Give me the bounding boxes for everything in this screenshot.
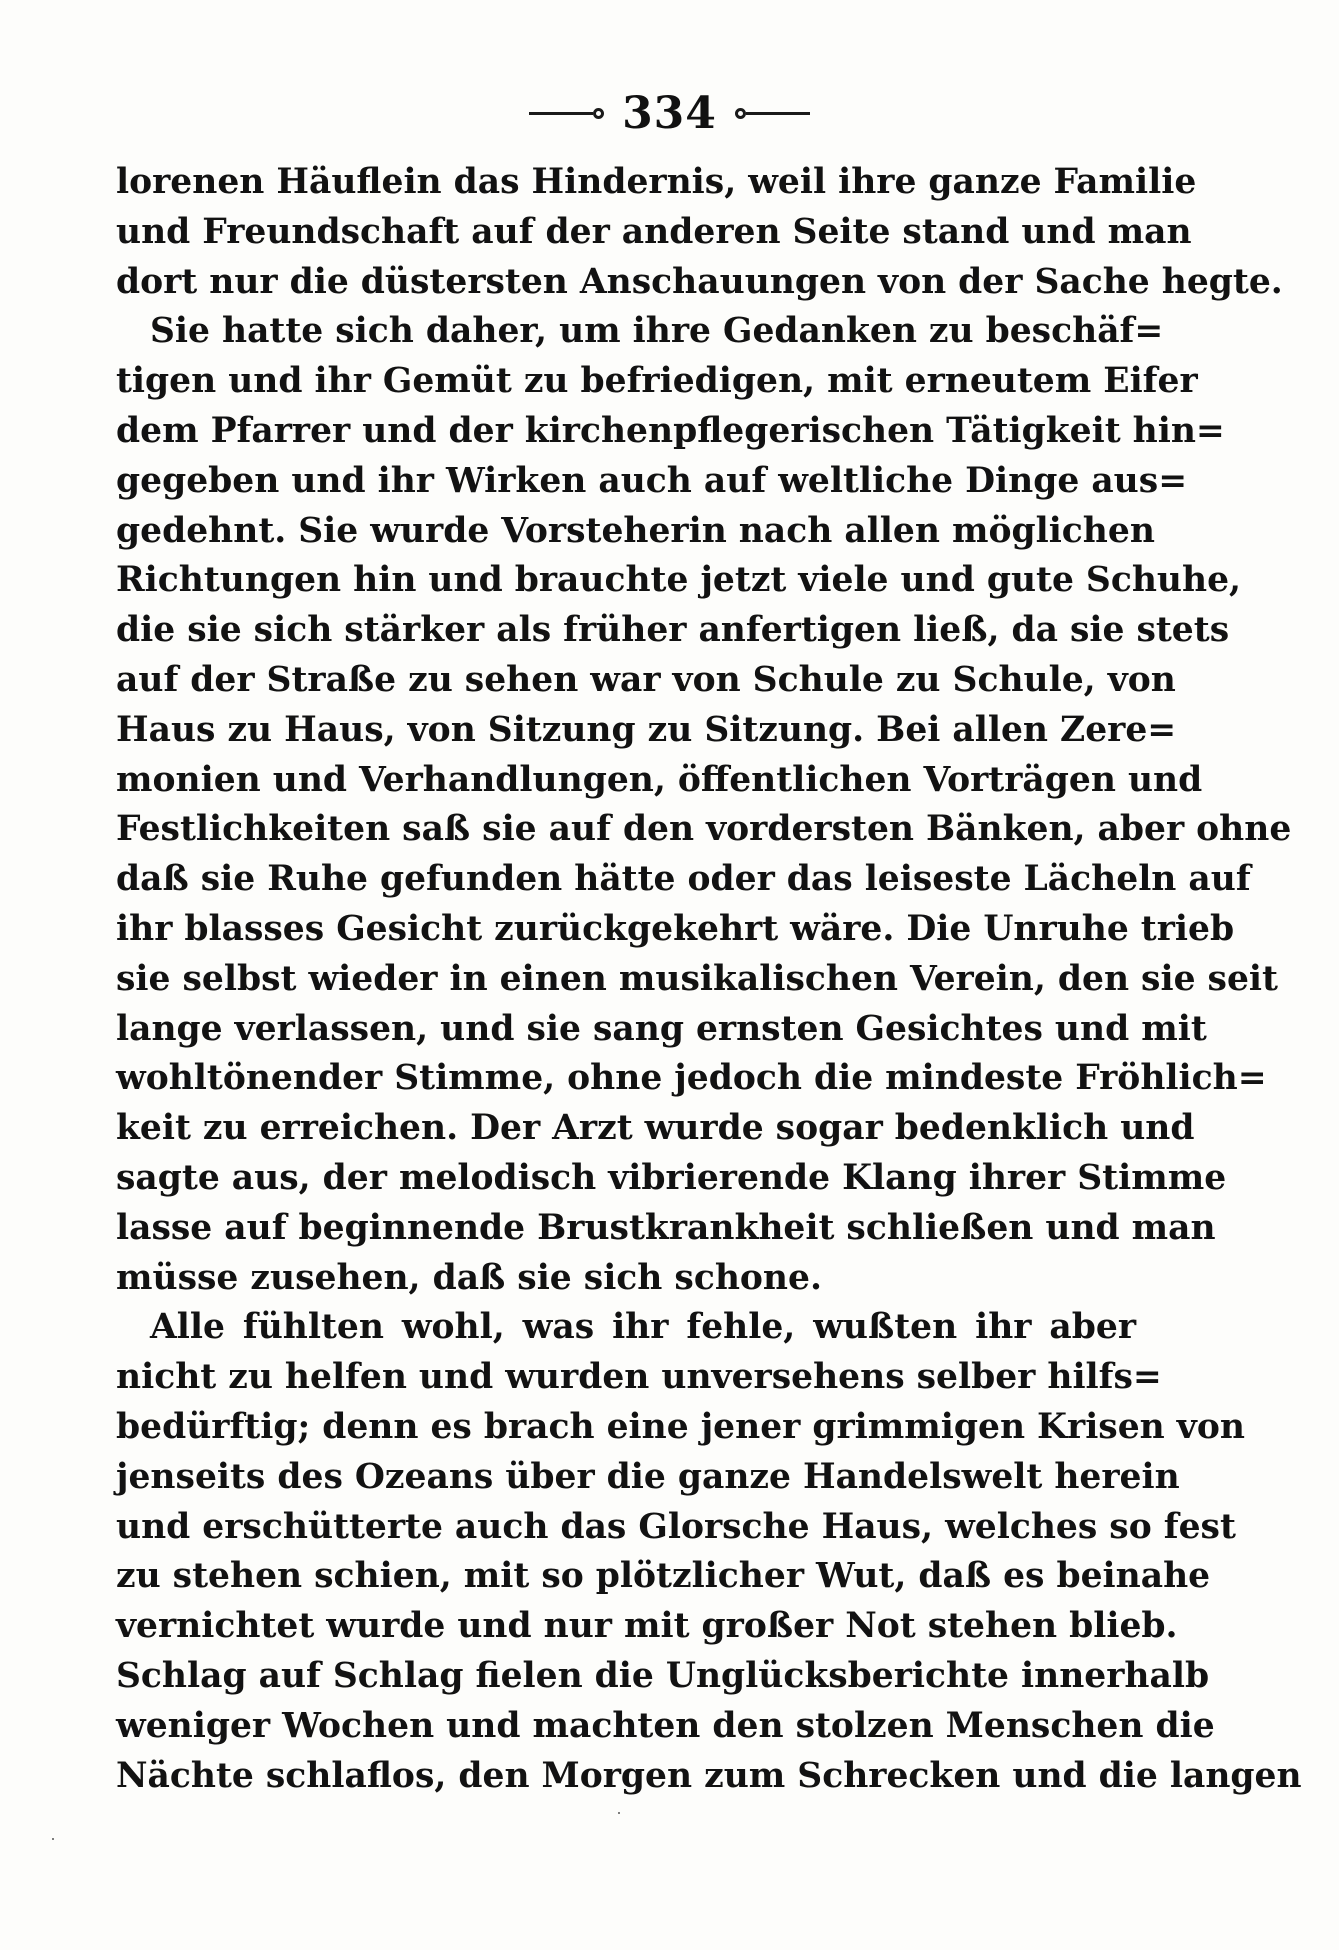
text-line: gegeben und ihr Wirken auch auf weltliche Dinge aus= [116, 460, 1188, 501]
text-line: lorenen Häuflein das Hindernis, weil ihre ganze Familie [116, 162, 1197, 202]
text-line: und erschütterte auch das Glorsche Haus, welches so fest [116, 1506, 1236, 1547]
page-number: 334 [622, 87, 717, 139]
text-line: lasse auf beginnende Brustkrankheit schließen und man [116, 1207, 1216, 1248]
text-line: Alle fühlten wohl, was ihr fehle, wußten ihr aber [150, 1307, 1136, 1348]
text-line: nicht zu helfen und wurden unversehens selber hilfs= [116, 1357, 1162, 1398]
text-line: Sie hatte sich daher, um ihre Gedanken zu beschäf= [150, 311, 1164, 352]
body-text [116, 158, 1302, 1801]
text-line: müsse zusehen, daß sie sich schone. [116, 1257, 822, 1298]
text-line: tigen und ihr Gemüt zu befriedigen, mit erneutem Eifer [116, 361, 1198, 402]
text-line: lange verlassen, und sie sang ernsten Gesichtes und mit [116, 1008, 1207, 1049]
text-line: Festlichkeiten saß sie auf den vordersten Bänken, aber ohne [116, 809, 1292, 850]
text-line: keit zu erreichen. Der Arzt wurde sogar bedenklich und [116, 1108, 1195, 1149]
text-line: bedürftig; denn es brach eine jener grimmigen Krisen von [116, 1406, 1245, 1447]
left-ornament-rule [529, 108, 604, 119]
text-line: dort nur die düstersten Anschauungen von der Sache hegte. [116, 261, 1283, 302]
text-line: und Freundschaft auf der anderen Seite stand und man [116, 211, 1192, 252]
text-line: dem Pfarrer und der kirchenpflegerischen Tätigkeit hin= [116, 410, 1225, 451]
text-line: sagte aus, der melodisch vibrierende Klang ihrer Stimme [116, 1157, 1227, 1198]
text-line: wohltönender Stimme, ohne jedoch die mindeste Fröhlich= [116, 1058, 1267, 1099]
text-line: monien und Verhandlungen, öffentlichen Vorträgen und [116, 759, 1203, 800]
right-ornament-rule [735, 108, 810, 119]
text-line: Schlag auf Schlag fielen die Unglücksberichte innerhalb [116, 1655, 1210, 1696]
text-line: gedehnt. Sie wurde Vorsteherin nach allen möglichen [116, 510, 1155, 551]
paper-speck [618, 1812, 620, 1814]
text-line: weniger Wochen und machten den stolzen Menschen die [116, 1705, 1215, 1746]
text-line: vernichtet wurde und nur mit großer Not stehen blieb. [116, 1606, 1178, 1647]
paper-speck [52, 1838, 54, 1840]
text-line: die sie sich stärker als früher anfertigen ließ, da sie stets [116, 610, 1230, 651]
text-line: Haus zu Haus, von Sitzung zu Sitzung. Bei allen Zere= [116, 709, 1177, 750]
text-line: sie selbst wieder in einen musikalischen Verein, den sie seit [116, 958, 1278, 999]
page-header [0, 78, 1339, 148]
text-line: jenseits des Ozeans über die ganze Handelswelt herein [116, 1456, 1180, 1497]
text-line: daß sie Ruhe gefunden hätte oder das leiseste Lächeln auf [116, 859, 1251, 900]
text-line: Nächte schlaflos, den Morgen zum Schrecken und die langen [116, 1755, 1302, 1796]
text-line: Richtungen hin und brauchte jetzt viele und gute Schuhe, [116, 560, 1242, 601]
text-line: auf der Straße zu sehen war von Schule zu Schule, von [116, 659, 1176, 700]
text-line: ihr blasses Gesicht zurückgekehrt wäre. Die Unruhe trieb [116, 908, 1235, 949]
text-line: zu stehen schien, mit so plötzlicher Wut, daß es beinahe [116, 1556, 1211, 1597]
